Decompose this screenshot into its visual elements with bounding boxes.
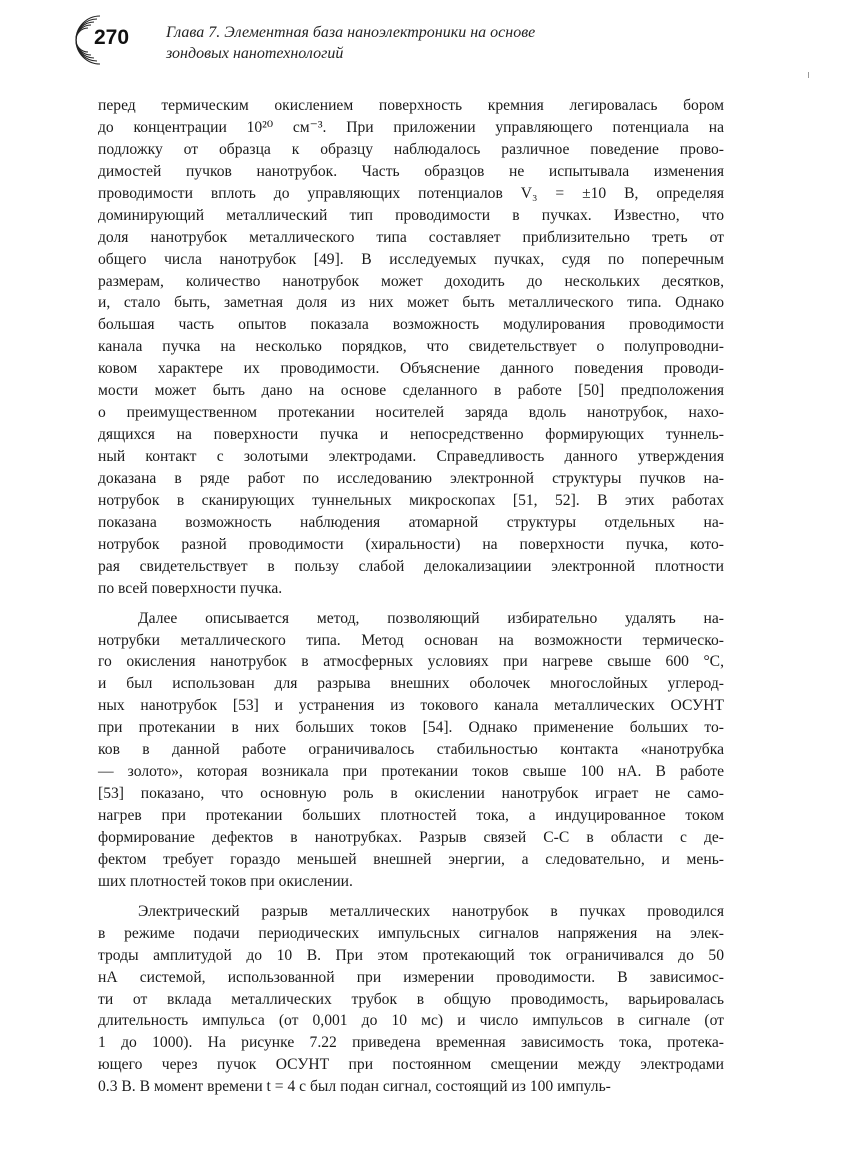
text-line: Электрический разрыв металлических нанотрубок в пучках проводился [138,902,724,920]
paragraph-gap [98,893,724,901]
text-line: и, стало быть, заметная доля из них может быть металлического типа. Однако [98,294,724,312]
text-line: Далее описывается метод, позволяющий избирательно удалять на- [138,609,724,627]
text-line: общего числа нанотрубок [49]. В исследуемых пучках, судя по поперечным [98,250,724,268]
paragraph [98,95,724,600]
text-line: длительность импульса (от 0,001 до 10 мс) и число импульсов в сигнале (от [98,1012,724,1030]
page-header [70,12,770,72]
text-line: до концентрации 10²⁰ см⁻³. При приложении управляющего потенциала на [98,118,724,136]
text-line: показана возможность наблюдения атомарной структуры отдельных на- [98,513,724,531]
body-text [98,95,724,1098]
text-line: в режиме подачи периодических импульсных сигналов напряжения на элек- [98,924,724,942]
running-head [166,22,726,64]
text-line: нотрубок разной проводимости (хиральности) на поверхности пучка, кото- [98,535,724,553]
text-line: большая часть опытов показала возможность модулирования проводимости [98,316,724,334]
text-line: проводимости вплоть до управляющих потенциалов V₃ = ±10 В, определяя [98,184,724,202]
chapter-title-line: Глава 7. Элементная база наноэлектроники на основе [166,24,536,41]
text-line: рая свидетельствует в пользу слабой делокализациии электронной плотности [98,557,724,575]
text-line: доказана в ряде работ по исследованию электронной структуры пучков на- [98,469,724,487]
text-line: нА системой, использованной при измерении проводимости. В зависимос- [98,968,724,986]
text-line: фектом требует гораздо меньшей внешней энергии, а следовательно, и мень- [98,850,724,868]
text-line: формирование дефектов в нанотрубках. Разрыв связей С-С в области с де- [98,828,724,846]
text-line: при протекании в них больших токов [54]. Однако применение больших то- [98,719,724,737]
text-line: по всей поверхности пучка. [98,579,283,597]
text-line: о преимущественном протекании носителей заряда вдоль нанотрубок, нахо- [98,404,724,422]
paragraph [98,901,724,1098]
text-line: ков в данной работе ограничивалось стабильностью контакта «нанотрубка [98,741,724,759]
text-line: димостей пучков нанотрубок. Часть образцов не испытывала изменения [98,162,724,180]
text-line: троды амплитудой до 10 В. При этом протекающий ток ограничивался до 50 [98,946,724,964]
text-line: перед термическим окислением поверхность кремния легировалась бором [98,97,724,114]
paragraph [98,608,724,893]
text-line: доминирующий металлический тип проводимости в пучках. Известно, что [98,206,724,224]
text-line: го окисления нанотрубок в атмосферных условиях при нагреве свыше 600 °С, [98,653,724,671]
text-line: 1 до 1000). На рисунке 7.22 приведена временная зависимость тока, протека- [98,1034,724,1052]
text-line: и был использован для разрыва внешних оболочек многослойных углерод- [98,675,724,693]
text-line: ших плотностей токов при окислении. [98,872,353,890]
text-line: 0.3 В. В момент времени t = 4 с был подан сигнал, состоящий из 100 импуль- [98,1078,611,1096]
text-line: ный контакт с золотыми электродами. Справедливость данного утверждения [98,448,724,465]
paragraph-gap [98,600,724,608]
text-line: канала пучка на несколько порядков, что свидетельствует о полупроводни- [98,338,724,356]
text-line: ковом характере их проводимости. Объяснение данного поведения проводи- [98,360,724,378]
text-line: ных нанотрубок [53] и устранения из токового канала металлических ОСУНТ [98,697,724,715]
text-line: нагрев при протекании больших плотностей тока, а индуцированное током [98,807,724,824]
text-line: нотрубок в сканирующих туннельных микроскопах [51, 52]. В этих работах [98,491,724,509]
text-line: ющего через пучок ОСУНТ при постоянном смещении между электродами [98,1056,724,1074]
margin-mark [808,72,809,78]
text-line: мости может быть дано на основе сделанного в работе [50] предположения [98,382,724,400]
text-line: — золото», которая возникала при протекании токов свыше 100 нА. В работе [98,763,724,781]
text-line: [53] показано, что основную роль в окислении нанотрубок играет не само- [98,785,724,803]
text-line: размерам, количество нанотрубок может доходить до нескольких десятков, [98,272,724,290]
text-line: подложку от образца к образцу наблюдалось различное поведение прово- [98,140,724,158]
text-line: дящихся на поверхности пучка и непосредственно формирующих туннель- [98,426,724,444]
chapter-title-line: зондовых нанотехнологий [166,45,344,62]
page-number: 270 [94,26,130,49]
text-line: ти от вклада металлических трубок в общую проводимость, варьировалась [98,990,724,1008]
text-line: нотрубки металлического типа. Метод основан на возможности термическо- [98,631,724,649]
text-line: доля нанотрубок металлического типа составляет приблизительно треть от [98,228,724,246]
